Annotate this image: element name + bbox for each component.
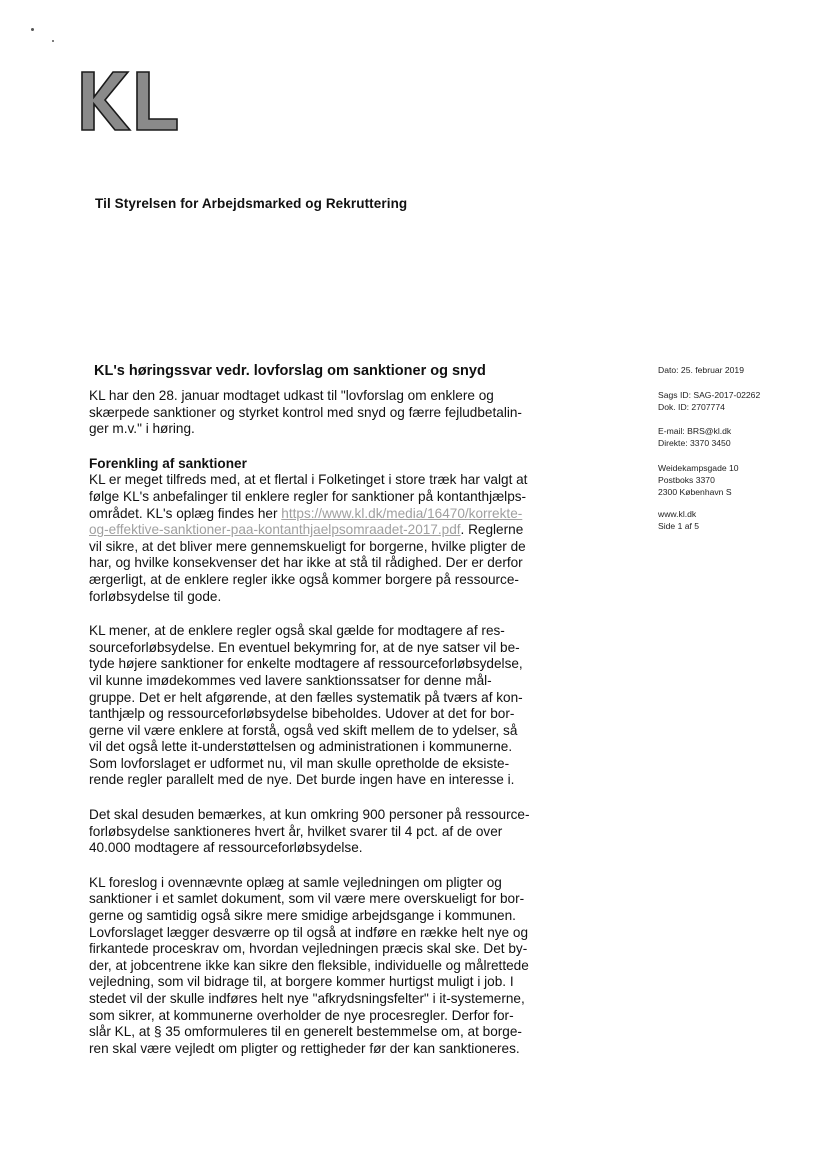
text-line: tyde højere sanktioner for enkelte modtagere af ressourceforløbsydelse, — [89, 656, 523, 672]
text-line: KL mener, at de enklere regler også skal gælde for modtagere af res- — [89, 623, 505, 639]
text-line: vil det også lette it-understøttelsen og administrationen i kommunerne. — [89, 739, 513, 755]
website-line: www.kl.dk — [658, 509, 697, 519]
scan-speck — [52, 40, 54, 42]
meta-web-page — [658, 509, 699, 533]
text-line: gerne vil være enklere at forstå, også ved skift mellem de to ydelser, så — [89, 722, 518, 738]
text-line: gruppe. Det er helt afgørende, at den fælles systematik på tværs af kon- — [89, 689, 523, 705]
paragraph-guidance — [89, 875, 557, 1058]
text-line: forløbsydelse til gode. — [89, 588, 222, 604]
text-line: firkantede proceskrav om, hvordan vejledningen præcis skal ske. Det by- — [89, 941, 528, 957]
case-id: Sags ID: SAG-2017-02262 — [658, 390, 761, 400]
text-line: Lovforslaget lægger desværre op til også at indføre en række helt nye og — [89, 924, 529, 940]
text-line: ærgerligt, at de enklere regler ikke også kommer borgere på ressource- — [89, 571, 519, 587]
page-number: Side 1 af 5 — [658, 520, 700, 531]
report-link[interactable]: https://www.kl.dk/media/16470/korrekte- — [281, 505, 523, 521]
paragraph-opinion — [89, 623, 557, 789]
document-heading: KL's høringssvar vedr. lovforslag om sanktioner og snyd — [94, 363, 486, 379]
text-line: vil sikre, at det bliver mere gennemskueligt for borgerne, hvilke pligter de — [89, 538, 526, 554]
kl-logo — [80, 70, 180, 132]
text-line: KL har den 28. januar modtaget udkast til "lovforslag om enklere og — [89, 388, 494, 403]
text-line: sanktioner i et samlet dokument, som vil være mere overskueligt for bor- — [89, 891, 525, 907]
paragraph-statistics — [89, 807, 557, 857]
paragraph-intro — [89, 388, 557, 438]
text-line: gerne og samtidig også sikre mere smidige arbejdsgange i kommunen. — [89, 908, 516, 924]
text-line: 40.000 modtagere af ressourceforløbsydelse. — [89, 840, 363, 856]
text-fragment: området. KL's oplæg findes her — [89, 505, 278, 521]
meta-contact — [658, 426, 731, 450]
text-line: skærpede sanktioner og styrket kontrol med snyd og færre fejludbetalin- — [89, 404, 522, 420]
date-line: Dato: 25. februar 2019 — [658, 365, 744, 375]
address-city: 2300 København S — [658, 486, 732, 497]
meta-ids — [658, 390, 760, 414]
text-line: KL er meget tilfreds med, at et flertal i Folketinget i store træk har valgt at — [89, 472, 528, 488]
text-line: ger m.v." i høring. — [89, 421, 195, 437]
addressee-line: Til Styrelsen for Arbejdsmarked og Rekruttering — [95, 196, 408, 211]
text-line: som sikrer, at kommunerne overholder de nye procesregler. Derfor for- — [89, 1007, 514, 1023]
text-line: slår KL, at § 35 omformuleres til en generelt bestemmelse om, at borge- — [89, 1024, 522, 1040]
text-line: har, og hvilke konsekvenser det har ikke at stå til rådighed. Der er derfor — [89, 555, 523, 571]
address-street: Weidekampsgade 10 — [658, 463, 739, 473]
text-line: tanthjælp og ressourceforløbsydelse bibeholdes. Udover at det for bor- — [89, 706, 515, 722]
meta-date — [658, 365, 744, 377]
paragraph-sanctions — [89, 456, 557, 605]
address-pobox: Postboks 3370 — [658, 474, 715, 485]
text-line: vil kunne imødekommes ved lavere sanktionssatser for denne mål- — [89, 672, 492, 688]
text-fragment: . Reglerne — [460, 522, 524, 538]
phone-line: Direkte: 3370 3450 — [658, 437, 731, 448]
text-line: KL foreslog i ovennævnte oplæg at samle vejledningen om pligter og — [89, 874, 502, 890]
text-line — [89, 506, 557, 523]
report-link-continued[interactable]: og-effektive-sanktioner-paa-kontanthjaelpsomraadet-2017.pdf — [89, 522, 461, 538]
text-line: stedet vil der skulle indføres helt nye "afkrydsningsfelter" i it-systemerne, — [89, 991, 525, 1006]
text-line: Som lovforslaget er udformet nu, vil man skulle opretholde de eksiste- — [89, 755, 510, 771]
text-line: der, at jobcentrene ikke kan sikre den fleksible, individuelle og målrettede — [89, 957, 529, 973]
text-line: forløbsydelse sanktioneres hvert år, hvilket svarer til 4 pct. af de over — [89, 823, 503, 839]
email-line: E-mail: BRS@kl.dk — [658, 426, 732, 436]
text-line: Det skal desuden bemærkes, at kun omkring 900 personer på ressource- — [89, 807, 530, 823]
document-id: Dok. ID: 2707774 — [658, 401, 725, 412]
section-subheading: Forenkling af sanktioner — [89, 455, 247, 471]
text-line: rende regler parallelt med de nye. Det burde ingen have en interesse i. — [89, 772, 515, 788]
text-line: følge KL's anbefalinger til enklere regler for sanktioner på kontanthjælps- — [89, 488, 527, 504]
letter-body — [89, 388, 557, 1075]
text-line: vejledning, som vil bidrage til, at borgere kommer hurtigst muligt i job. I — [89, 974, 514, 990]
text-line: ren skal være vejledt om pligter og rettigheder før der kan sanktioneres. — [89, 1040, 520, 1056]
scan-speck — [31, 28, 34, 31]
text-line: sourceforløbsydelse. En eventuel bekymring for, at de nye satser vil be- — [89, 639, 520, 655]
meta-address — [658, 463, 739, 498]
text-line — [89, 522, 557, 539]
